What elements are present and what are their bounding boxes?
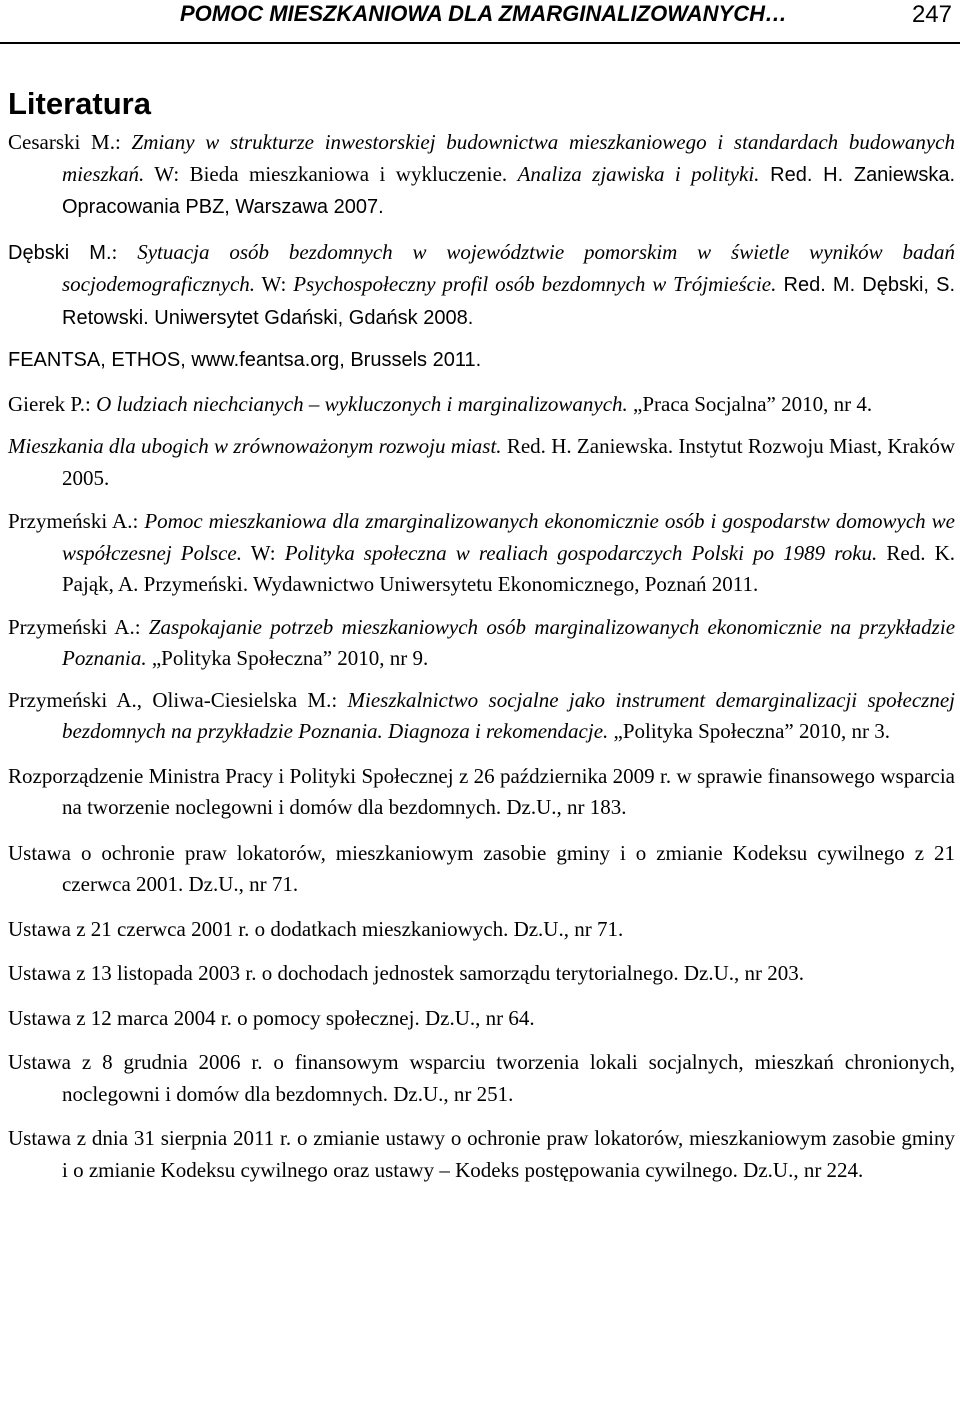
reference-entry <box>8 431 955 494</box>
reference-title: Polityka społeczna w realiach gospodarczych Polski po 1989 roku. <box>284 540 878 565</box>
reference-entry <box>8 237 955 335</box>
reference-title: Zaspokajanie potrzeb mieszkaniowych osób marginalizowanych ekonomicznie na przykładzie Poznania. <box>62 614 956 670</box>
reference-entry <box>8 838 955 901</box>
reference-entry <box>8 612 955 675</box>
reference-text: „Polityka Społeczna” 2010, nr 9. <box>146 646 429 670</box>
reference-entry <box>8 1047 955 1110</box>
reference-text: W: <box>255 272 294 296</box>
reference-list <box>8 127 955 1186</box>
reference-text: Przymeński A., Oliwa-Ciesielska M.: <box>8 687 348 712</box>
reference-entry <box>8 344 955 377</box>
reference-text: Ustawa z 13 listopada 2003 r. o dochodach jednostek samorządu terytorialnego. Dz.U., nr 203. <box>8 961 805 985</box>
reference-entry <box>8 127 955 224</box>
reference-text: Red. H. Zaniewska. Instytut Rozwoju Miast, Kraków 2005. <box>62 434 956 490</box>
reference-text: „Polityka Społeczna” 2010, nr 3. <box>608 719 890 743</box>
page-number: 247 <box>911 1 952 28</box>
reference-title: Pomoc mieszkaniowa dla zmarginalizowanych ekonomicznie osób i gospodarstw domowych we współczesnej Polsce. <box>62 509 956 565</box>
reference-title: Mieszkalnictwo socjalne jako instrument demarginalizacji społecznej bezdomnych na przykładzie Poznania. Diagnoza i rekomendacje. <box>62 687 955 743</box>
reference-text: W: Bieda mieszkaniowa i wykluczenie. <box>144 161 518 186</box>
reference-title: Psychospołeczny profil osób bezdomnych w Trójmieście. <box>293 272 777 296</box>
reference-text: Rozporządzenie Ministra Pracy i Polityki Społecznej z 26 października 2009 r. w sprawie finansowego wsparcia na tworzenie noclegowni i domów dla bezdomnych. Dz.U., nr 183. <box>8 763 955 819</box>
reference-text: : <box>111 239 138 264</box>
reference-text: Ustawa z 12 marca 2004 r. o pomocy społecznej. Dz.U., nr 64. <box>8 1005 535 1030</box>
reference-text: Red. M. Dębski, S. Retowski. Uniwersytet Gdański, Gdańsk 2008. <box>62 274 956 329</box>
reference-entry <box>8 914 955 946</box>
reference-entry <box>8 958 955 990</box>
reference-text: Cesarski M.: <box>8 130 132 154</box>
reference-text: „Praca Socjalna” 2010, nr 4. <box>627 391 873 416</box>
reference-text: Red. K. Pająk, A. Przymeński. Wydawnictwo Uniwersytetu Ekonomicznego, Poznań 2011. <box>62 540 955 596</box>
reference-text: W: <box>242 540 285 565</box>
reference-entry <box>8 685 955 748</box>
running-header <box>0 0 960 44</box>
reference-text: Przymeński A.: <box>8 509 145 533</box>
reference-title: Mieszkania dla ubogich w zrównoważonym rozwoju miast. <box>8 434 502 458</box>
reference-text: Ustawa z dnia 31 sierpnia 2011 r. o zmianie ustawy o ochronie praw lokatorów, mieszkaniowym zasobie gminy i o zmianie Kodeksu cywilnego oraz ustawy – Kodeks postępowania cywilnego. Dz.U., nr 224. <box>8 1126 955 1182</box>
reference-text: Przymeński A.: <box>8 614 149 639</box>
reference-title: Zmiany w strukturze inwestorskiej budownictwa mieszkaniowego i standardach budowanych mieszkań. <box>62 130 956 186</box>
reference-title: Sytuacja osób bezdomnych w województwie pomorskim w świetle wyników badań socjodemograficznych. <box>62 239 956 296</box>
reference-text: Ustawa z 8 grudnia 2006 r. o finansowym wsparciu tworzenia lokali socjalnych, mieszkań chronionych, noclegowni i domów dla bezdomnych. Dz.U., nr 251. <box>8 1050 955 1106</box>
reference-text: Dębski M. <box>8 241 112 264</box>
reference-title: O ludziach niechcianych – wykluczonych i marginalizowanych. <box>96 391 628 416</box>
reference-entry <box>8 761 955 824</box>
running-title: POMOC MIESZKANIOWA DLA ZMARGINALIZOWANYCH… <box>180 1 787 26</box>
reference-entry <box>8 1123 955 1186</box>
reference-entry <box>8 506 955 601</box>
section-title: Literatura <box>8 86 151 121</box>
reference-text: Gierek P.: <box>8 391 97 416</box>
reference-entry <box>8 389 955 421</box>
reference-text: FEANTSA, ETHOS, www.feantsa.org, Brussels 2011. <box>8 349 482 371</box>
reference-text: Ustawa z 21 czerwca 2001 r. o dodatkach mieszkaniowych. Dz.U., nr 71. <box>8 916 624 941</box>
reference-entry <box>8 1003 955 1035</box>
reference-title: Analiza zjawiska i polityki. <box>517 161 760 186</box>
reference-text: Red. H. Zaniewska. Opracowania PBZ, Warszawa 2007. <box>62 163 955 218</box>
reference-text: Ustawa o ochronie praw lokatorów, mieszkaniowym zasobie gminy i o zmianie Kodeksu cywilnego z 21 czerwca 2001. Dz.U., nr 71. <box>8 840 955 896</box>
